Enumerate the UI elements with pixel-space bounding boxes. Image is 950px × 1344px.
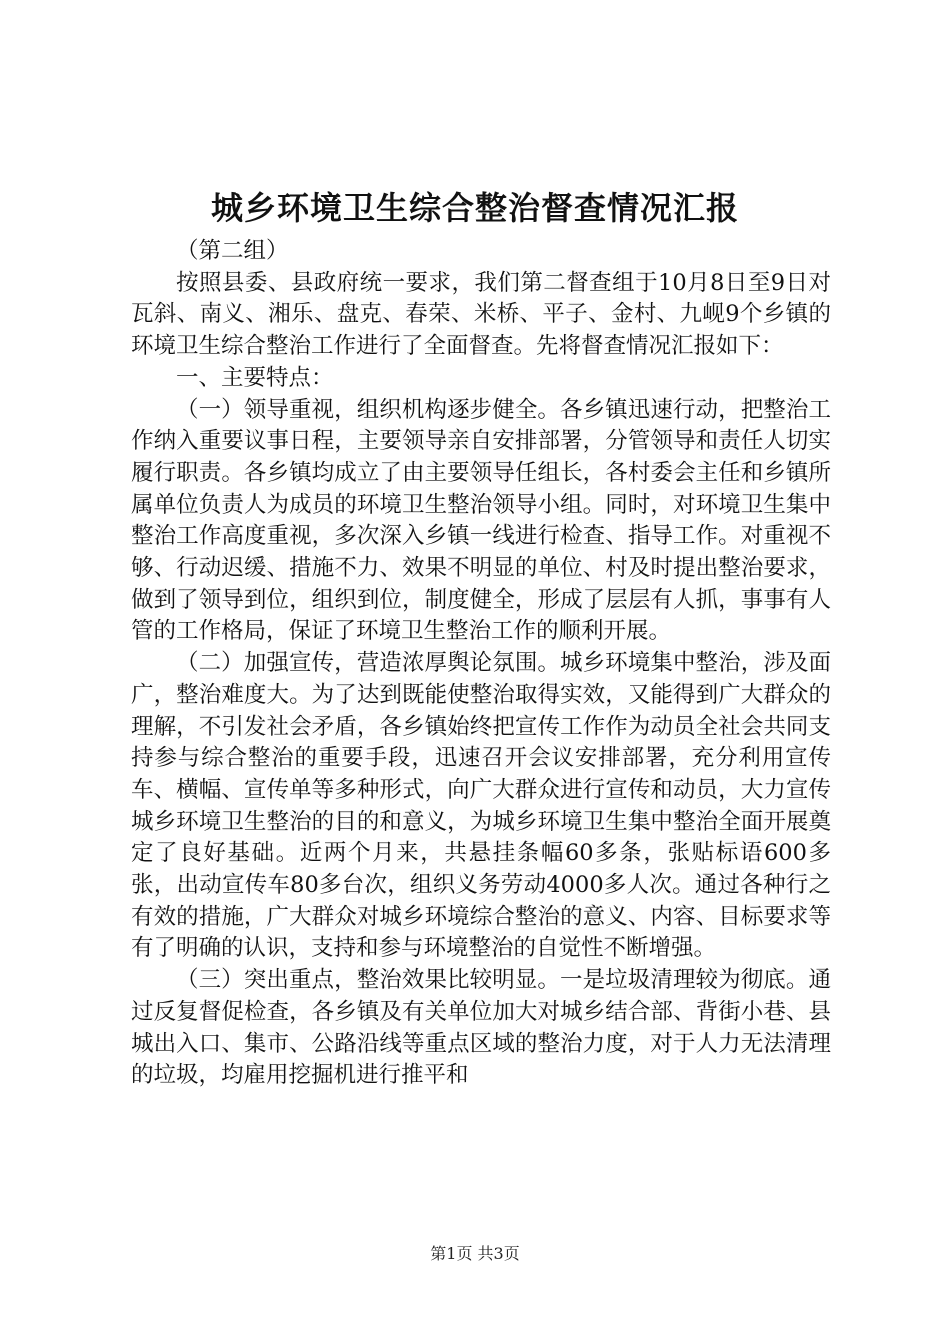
document-body [131, 236, 831, 1092]
paragraph-publicity: （二）加强宣传，营造浓厚舆论氛围。城乡环境集中整治，涉及面广，整治难度大。为了达到既能使整治取得实效，又能得到广大群众的理解，不引发社会矛盾，各乡镇始终把宣传工作作为动员全社会共同支持参与综合整治的重要手段，迅速召开会议安排部署，充分利用宣传车、横幅、宣传单等多种形式，向广大群众进行宣传和动员，大力宣传城乡环境卫生整治的目的和意义，为城乡环境卫生集中整治全面开展奠定了良好基础。近两个月来，共悬挂条幅60多条，张贴标语600多张，出动宣传车80多台次，组织义务劳动4000多人次。通过各种行之有效的措施，广大群众对城乡环境综合整治的意义、内容、目标要求等有了明确的认识，支持和参与环境整治的自觉性不断增强。 [131, 650, 831, 962]
intro-paragraph: 按照县委、县政府统一要求，我们第二督查组于10月8日至9日对瓦斜、南义、湘乐、盘克、春荣、米桥、平子、金村、九岘9个乡镇的环境卫生综合整治工作进行了全面督查。先将督查情况汇报如下： [131, 269, 831, 360]
page-number-footer: 第1页 共3页 [430, 1244, 520, 1263]
section-heading: 一、主要特点： [176, 364, 334, 391]
group-label: （第二组） [176, 238, 289, 264]
document-title: 城乡环境卫生综合整治督查情况汇报 [210, 189, 739, 227]
paragraph-key-focus: （三）突出重点，整治效果比较明显。一是垃圾清理较为彻底。通过反复督促检查，各乡镇及有关单位加大对城乡结合部、背街小巷、县城出入口、集市、公路沿线等重点区域的整治力度，对于人力无法清理的垃圾，均雇用挖掘机进行推平和 [131, 967, 831, 1089]
paragraph-leadership: （一）领导重视，组织机构逐步健全。各乡镇迅速行动，把整治工作纳入重要议事日程，主要领导亲自安排部署，分管领导和责任人切实履行职责。各乡镇均成立了由主要领导任组长，各村委会主任和乡镇所属单位负责人为成员的环境卫生整治领导小组。同时，对环境卫生集中整治工作高度重视，多次深入乡镇一线进行检查、指导工作。对重视不够、行动迟缓、措施不力、效果不明显的单位、村及时提出整治要求，做到了领导到位，组织到位，制度健全，形成了层层有人抓，事事有人管的工作格局，保证了环境卫生整治工作的顺利开展。 [131, 396, 831, 645]
